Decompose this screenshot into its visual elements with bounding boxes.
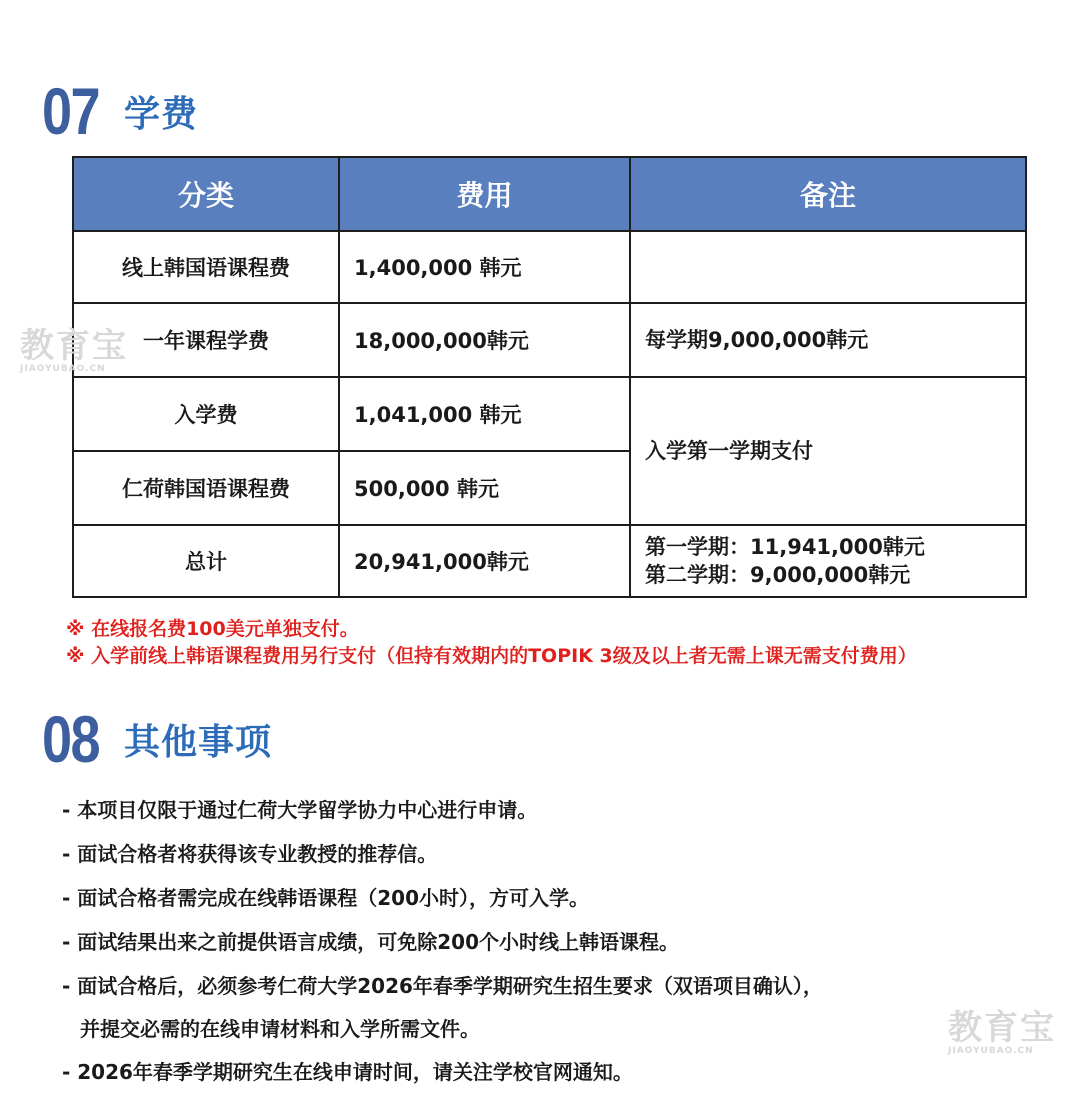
watermark-url: JIAOYUBAO.CN — [948, 1046, 1034, 1056]
watermark-left — [20, 328, 128, 374]
merged-note: 入学第一学期支付 — [630, 377, 1026, 525]
row-category: 一年课程学费 — [73, 303, 339, 377]
payment-notes — [66, 616, 917, 670]
row-fee: 18,000,000韩元 — [339, 303, 630, 377]
row-note: 每学期9,000,000韩元 — [630, 303, 1026, 377]
list-item: - 2026年春季学期研究生在线申请时间，请关注学校官网通知。 — [62, 1060, 633, 1084]
row-fee: 1,041,000 韩元 — [339, 377, 630, 451]
header-category: 分类 — [73, 157, 339, 231]
tuition-table — [72, 156, 1027, 598]
section-title: 学费 — [124, 93, 199, 135]
list-item-line: - 面试合格后，必须参考仁荷大学2026年春季学期研究生招生要求（双语项目确认）， — [62, 974, 823, 998]
table-row — [73, 231, 1026, 303]
row-category: 入学费 — [73, 377, 339, 451]
header-fee: 费用 — [339, 157, 630, 231]
watermark-right — [948, 1010, 1056, 1056]
row-fee: 500,000 韩元 — [339, 451, 630, 525]
list-item — [62, 964, 1062, 1050]
table-header-row — [73, 157, 1026, 231]
table-row — [73, 303, 1026, 377]
other-items-list — [62, 788, 1062, 1094]
section-number: 08 — [42, 702, 99, 776]
row-note — [630, 231, 1026, 303]
table-row — [73, 377, 1026, 451]
section-number: 07 — [42, 74, 99, 148]
list-item: - 面试合格者需完成在线韩语课程（200小时），方可入学。 — [62, 886, 590, 910]
section-08-header — [42, 704, 272, 774]
watermark-url: JIAOYUBAO.CN — [20, 364, 106, 374]
table-row — [73, 525, 1026, 597]
header-note: 备注 — [630, 157, 1026, 231]
section-07-header — [42, 76, 198, 146]
watermark-text: 教育宝 — [948, 1008, 1056, 1048]
total-category: 总计 — [73, 525, 339, 597]
row-fee: 1,400,000 韩元 — [339, 231, 630, 303]
watermark-text: 教育宝 — [20, 326, 128, 366]
list-item-continuation: 并提交必需的在线申请材料和入学所需文件。 — [80, 1017, 480, 1041]
total-note — [630, 525, 1026, 597]
total-fee: 20,941,000韩元 — [339, 525, 630, 597]
total-note-semester-1: 第一学期：11,941,000韩元 — [645, 535, 925, 559]
section-title: 其他事项 — [124, 721, 273, 763]
list-item: - 本项目仅限于通过仁荷大学留学协力中心进行申请。 — [62, 798, 538, 822]
list-item: - 面试合格者将获得该专业教授的推荐信。 — [62, 842, 438, 866]
row-category: 线上韩国语课程费 — [73, 231, 339, 303]
row-category: 仁荷韩国语课程费 — [73, 451, 339, 525]
note-line: ※ 在线报名费100美元单独支付。 — [66, 618, 359, 640]
note-line: ※ 入学前线上韩语课程费用另行支付（但持有效期内的TOPIK 3级及以上者无需上课无需支付费用） — [66, 645, 917, 667]
total-note-semester-2: 第二学期：9,000,000韩元 — [645, 563, 911, 587]
list-item: - 面试结果出来之前提供语言成绩，可免除200个小时线上韩语课程。 — [62, 930, 680, 954]
